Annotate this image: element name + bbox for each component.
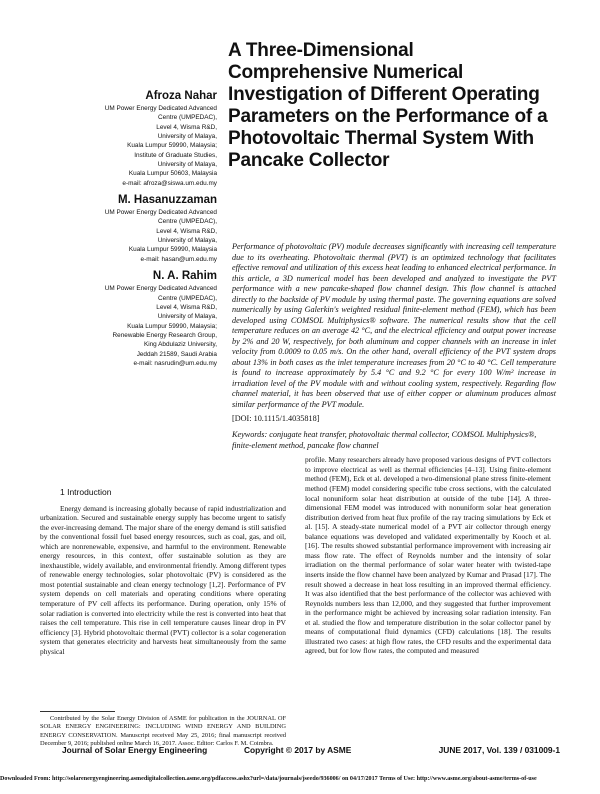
affiliation-line: Kuala Lumpur 50603, Malaysia [128,170,217,178]
author-name: Afroza Nahar [145,90,217,102]
doi-link[interactable]: [DOI: 10.1115/1.4035818] [232,414,320,423]
author-1 [40,90,217,188]
intro-paragraph: Energy demand is increasing globally because of rapid industrialization and urbanization. Secured and sustainable energy supply has become urgent to satisfy the ever-increasing demand. The major share of the energy demand is still satisfied by the conventional fossil fuel based energy resources, such as coal, gas, and oil, which are nonrenewable, expensive, and harmful to the environment. Renewable energy resources, in this context, offer sustainable solution as they are inexhaustible, widely available, and environmental friendly. Among different types of renewable energy technologies, solar photovoltaic (PV) is considered as the most potential sustainable and clean energy technology [1,2]. Performance of PV system depends on cell materials and operating conditions where operating temperature of PV cell affects its performance. During operation, only 15% of solar radiation is converted into electricity while the rest is converted into heat that raises the cell temperature. This rise in cell temperature causes linear drop in PV efficiency [3]. Hybrid photovoltaic thermal (PVT) collector is a solar cogeneration system that generates electricity and harvests heat simultaneously from the same physical [40,503,286,656]
affiliation-line: Centre (UMPEDAC), [158,294,217,302]
affiliation-line: King Abdulaziz University, [143,341,217,349]
intro-paragraph-continued: profile. Many researchers already have proposed various designs of PVT collectors to improve electrical as well as thermal efficiencies [4–13]. Using finite-element method (FEM), Eck et al. developed a two-dimensional plane stress finite-element method (FEM) model considering specific tube cross sections, with the calculated local nonuniform solar heat distribution at outside of the tube [14]. A three-dimensional FEM model was introduced with nonuniform solar heat generation distribution derived from heat flux profile of the ray tracing simulations by Eck et al. [15]. A steady-state numerical model of a PVT air collector through energy balance equations was developed and validated experimentally by Kooch et al. [16]. The results showed substantial performance improvement with increasing air mass flow rate. The effect of Reynolds number and the intensity of solar irradiation on the thermal performance of solar water heater with twisted-tape inserts inside the flow channel have been analyzed by Kumar and Prasad [17]. The result showed a decrease in heat loss resulting in an improved thermal efficiency. It was also identified that the best performance of the collector was achieved with Reynolds numbers less than 12,000, and they suggested that further improvement in the performance might be achieved by increasing solar radiation intensity. Fan et al. studied the flow and temperature distribution in the solar collector panel by means of computational fluid dynamics (CFD) calculations [18]. The results illustrated two cases: at high flow rates, the CFD results and the experimental data agreed, but for low flow rates, the computed and measured [305,455,551,656]
affiliation-line: Renewable Energy Research Group, [112,331,217,339]
author-name: M. Hasanuzzaman [117,194,217,207]
download-notice: Downloaded From: http://solarenergyengineering.asmedigitalcollection.asme.org/pdfaccess.ashx?url=/data/journals/jseedo/936006/ on 04/17/2017 Terms of Use: http://www.asme.org/about-asme/terms-of-use [0,776,537,782]
author-2 [40,194,217,264]
author-3 [40,270,217,368]
author-email[interactable]: e-mail: afroza@siswa.um.edu.my [122,179,217,187]
author-affiliation [40,104,217,188]
author-name: N. A. Rahim [152,270,217,283]
abstract: Performance of photovoltaic (PV) module decreases significantly with increasing cell temperature due to its overheating. Photovoltaic thermal (PVT) is an optimized technology that facilitates effective removal and utilization of this excess heat leading to enhanced electrical performance. In this article, a 3D numerical model has been developed and analyzed to investigate the PVT performance with a new pancake-shaped flow channel design. This flow channel is attached directly to the backside of PV module by using thermal paste. The governing equations are solved numerically by using Galerkin's weighted residual finite-element method (FEM), which has been developed using COMSOL Multiphysics® software. The numerical results show that the cell temperature reduces on an average 42 °C, and the electrical efficiency and output power increase by 2% and 20 W, respectively, for both aluminum and copper channels with an increase in inlet velocity from 0.0009 to 0.05 m/s. On the other hand, overall efficiency of the PVT system drops about 13% in both cases as the inlet temperature increases from 20 °C to 40 °C. Cell temperature is found to increase approximately by 5.4 °C and 9.2 °C for every 100 W/m² increase in irradiation level of the PV module with and without cooling system, respectively. Regarding flow channel material, it has been observed that use of either copper or aluminum produces almost similar performance of the PVT module. [232,242,556,409]
author-affiliation [40,284,217,368]
affiliation-line: Kuala Lumpur 59990, Malaysia [128,246,217,254]
intro-right-column [305,448,551,663]
affiliation-line: UM Power Energy Dedicated Advanced [104,209,217,217]
affiliation-line: Jeddah 21589, Saudi Arabia [136,350,217,358]
author-email[interactable]: e-mail: hasan@um.edu.my [140,255,217,263]
affiliation-line: Kuala Lumpur 59990, Malaysia; [127,142,217,150]
author-email[interactable]: e-mail: nasrudin@um.edu.my [133,359,217,367]
author-affiliation [40,208,217,264]
author-block [40,90,217,374]
affiliation-line: UM Power Energy Dedicated Advanced [104,285,217,293]
footer-copyright: Copyright © 2017 by ASME [244,745,352,755]
footer-journal: Journal of Solar Energy Engineering [62,745,208,755]
section-heading: 1 Introduction [60,487,112,497]
footnote: Contributed by the Solar Energy Division of ASME for publication in the JOURNAL OF SOLAR ENERGY ENGINEERING: INCLUDING WIND ENERGY AND BUILDING ENERGY CONSERVATION. Manuscript received May 25, 2016; final manuscript received December 9, 2016; published online March 16, 2017. Assoc. Editor: Carlos F. M. Coimbra. [40,715,286,747]
affiliation-line: Centre (UMPEDAC), [158,218,217,226]
footnote-divider [40,711,115,712]
affiliation-line: University of Malaya, [157,313,217,321]
affiliation-line: Level 4, Wisma R&D, [156,123,217,131]
affiliation-line: University of Malaya, [157,133,217,141]
affiliation-line: Level 4, Wisma R&D, [156,227,217,235]
keywords: Keywords: conjugate heat transfer, photovoltaic thermal collector, COMSOL Multiphysics®, finite-element method, pancake flow channel [232,430,537,450]
affiliation-line: Level 4, Wisma R&D, [156,303,217,311]
affiliation-line: Centre (UMPEDAC), [158,114,217,122]
paper-title: A Three-Dimensional Comprehensive Numerical Investigation of Different Operating Parameters on the Performance of a Photovoltaic Thermal System With Pancake Collector [228,40,548,171]
affiliation-line: Institute of Graduate Studies, [134,151,217,159]
affiliation-line: Kuala Lumpur 59990, Malaysia; [127,322,217,330]
affiliation-line: UM Power Energy Dedicated Advanced [104,105,217,112]
affiliation-line: University of Malaya, [157,237,217,245]
footer-issue: JUNE 2017, Vol. 139 / 031009-1 [438,745,560,755]
affiliation-line: University of Malaya, [157,161,217,169]
intro-left-column [40,488,286,656]
